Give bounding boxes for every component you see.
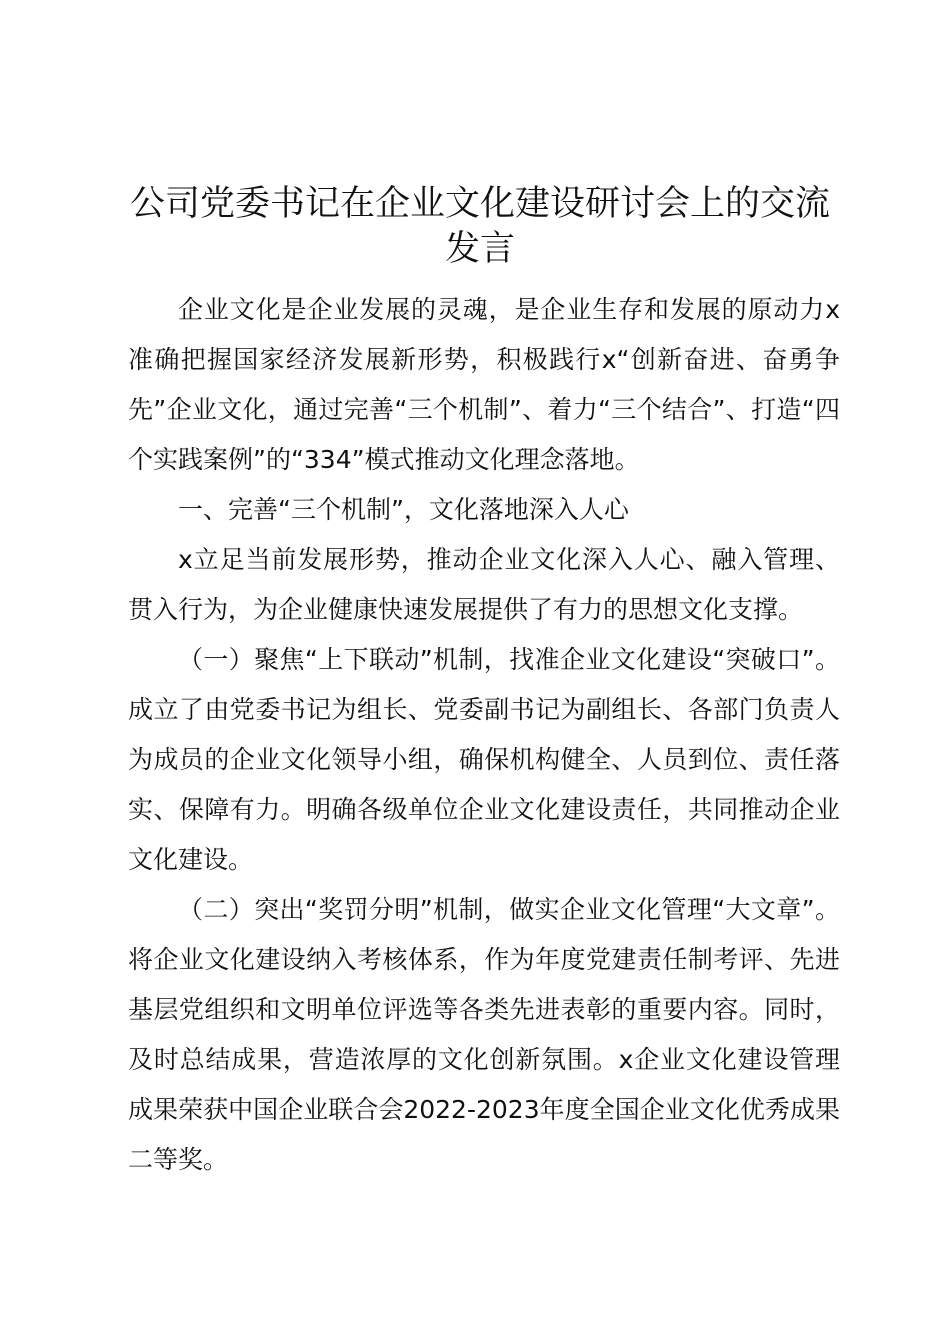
paragraph-section-1-intro: x立足当前发展形势，推动企业文化深入人心、融入管理、贯入行为，为企业健康快速发展提供了有力的思想文化支撑。	[128, 545, 840, 624]
paragraph-intro: 企业文化是企业发展的灵魂，是企业生存和发展的原动力x准确把握国家经济发展新形势，积极践行x“创新奋进、奋勇争先”企业文化，通过完善“三个机制”、着力“三个结合”、打造“四个实践案例”的“334”模式推动文化理念落地。	[128, 295, 840, 474]
paragraph-subsection-2: （二）突出“奖罚分明”机制，做实企业文化管理“大文章”。将企业文化建设纳入考核体系，作为年度党建责任制考评、先进基层党组织和文明单位评选等各类先进表彰的重要内容。同时，及时总结成果，营造浓厚的文化创新氛围。x企业文化建设管理成果荣获中国企业联合会2022-2023年度全国企业文化优秀成果二等奖。	[128, 895, 840, 1174]
paragraph-subsection-1: （一）聚焦“上下联动”机制，找准企业文化建设“突破口”。成立了由党委书记为组长、党委副书记为副组长、各部门负责人为成员的企业文化领导小组，确保机构健全、人员到位、责任落实、保障有力。明确各级单位企业文化建设责任，共同推动企业文化建设。	[128, 645, 840, 874]
section-heading-1: 一、完善“三个机制”，文化落地深入人心	[178, 495, 629, 524]
document-title: 公司党委书记在企业文化建设研讨会上的交流发言	[129, 184, 830, 269]
document-body	[128, 285, 840, 1185]
